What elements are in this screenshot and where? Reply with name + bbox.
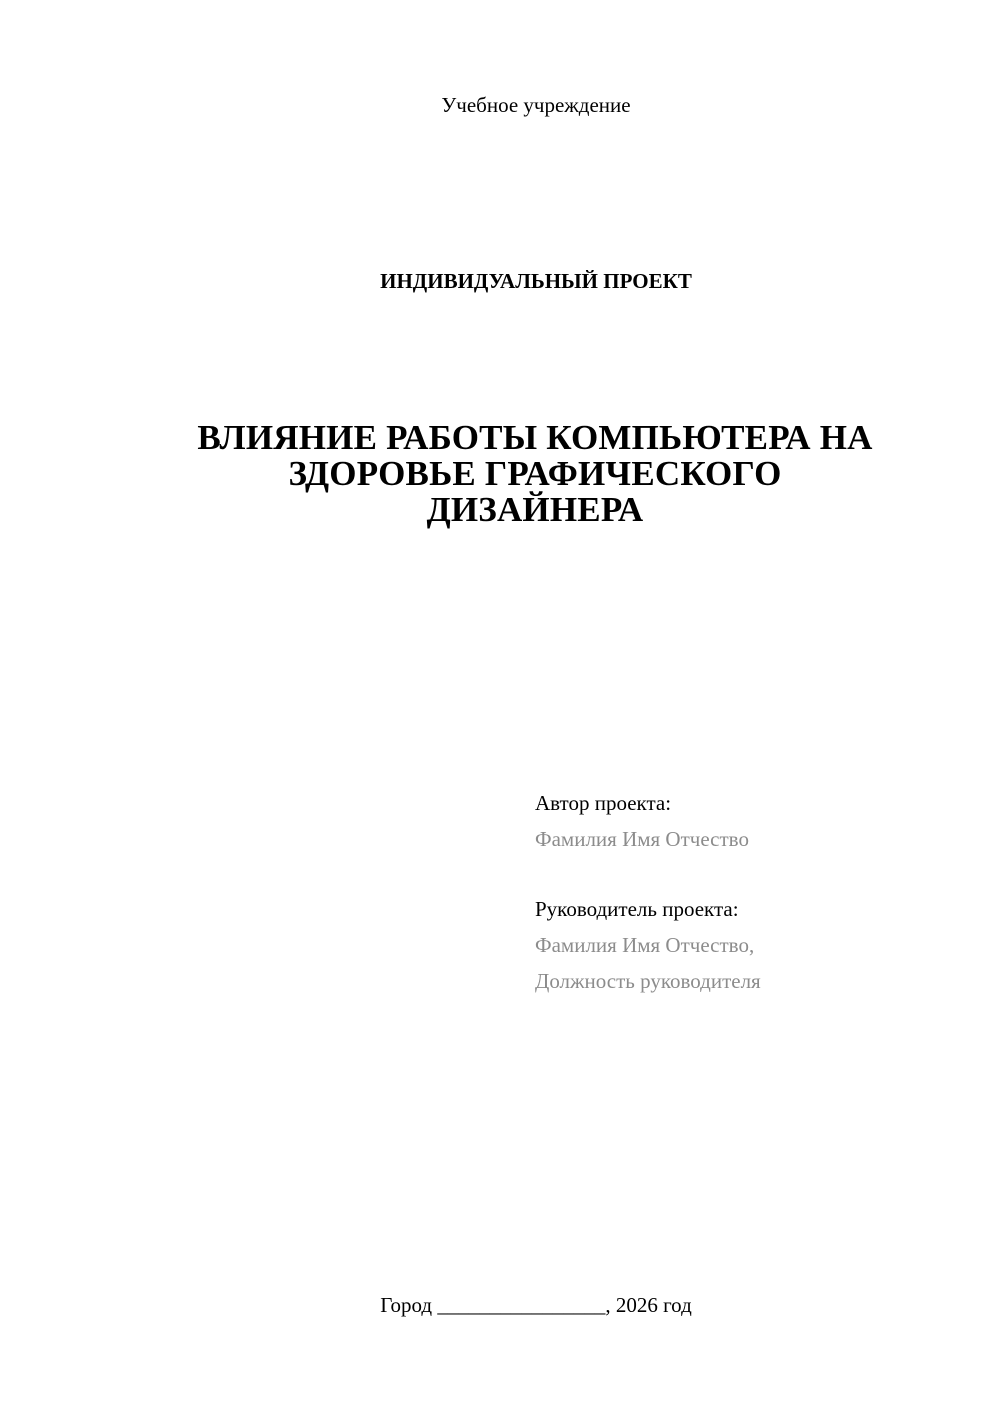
project-title-line-3: ДИЗАЙНЕРА — [426, 490, 644, 529]
project-info-block — [535, 790, 955, 1004]
supervisor-label: Руководитель проекта: — [535, 897, 739, 921]
institution-name: Учебное учреждение — [441, 93, 631, 117]
author-name: Фамилия Имя Отчество — [535, 827, 749, 851]
supervisor-name: Фамилия Имя Отчество, — [535, 933, 755, 957]
author-label: Автор проекта: — [535, 791, 672, 815]
supervisor-position: Должность руководителя — [535, 969, 761, 993]
project-title-line-1: ВЛИЯНИЕ РАБОТЫ КОМПЬЮТЕРА НА — [197, 418, 873, 457]
project-type-heading: ИНДИВИДУАЛЬНЫЙ ПРОЕКТ — [380, 269, 692, 293]
project-title — [150, 420, 920, 528]
project-title-line-2: ЗДОРОВЬЕ ГРАФИЧЕСКОГО — [288, 454, 782, 493]
info-spacer — [535, 862, 955, 896]
city-year-footer: Город ________________, 2026 год — [380, 1293, 692, 1317]
